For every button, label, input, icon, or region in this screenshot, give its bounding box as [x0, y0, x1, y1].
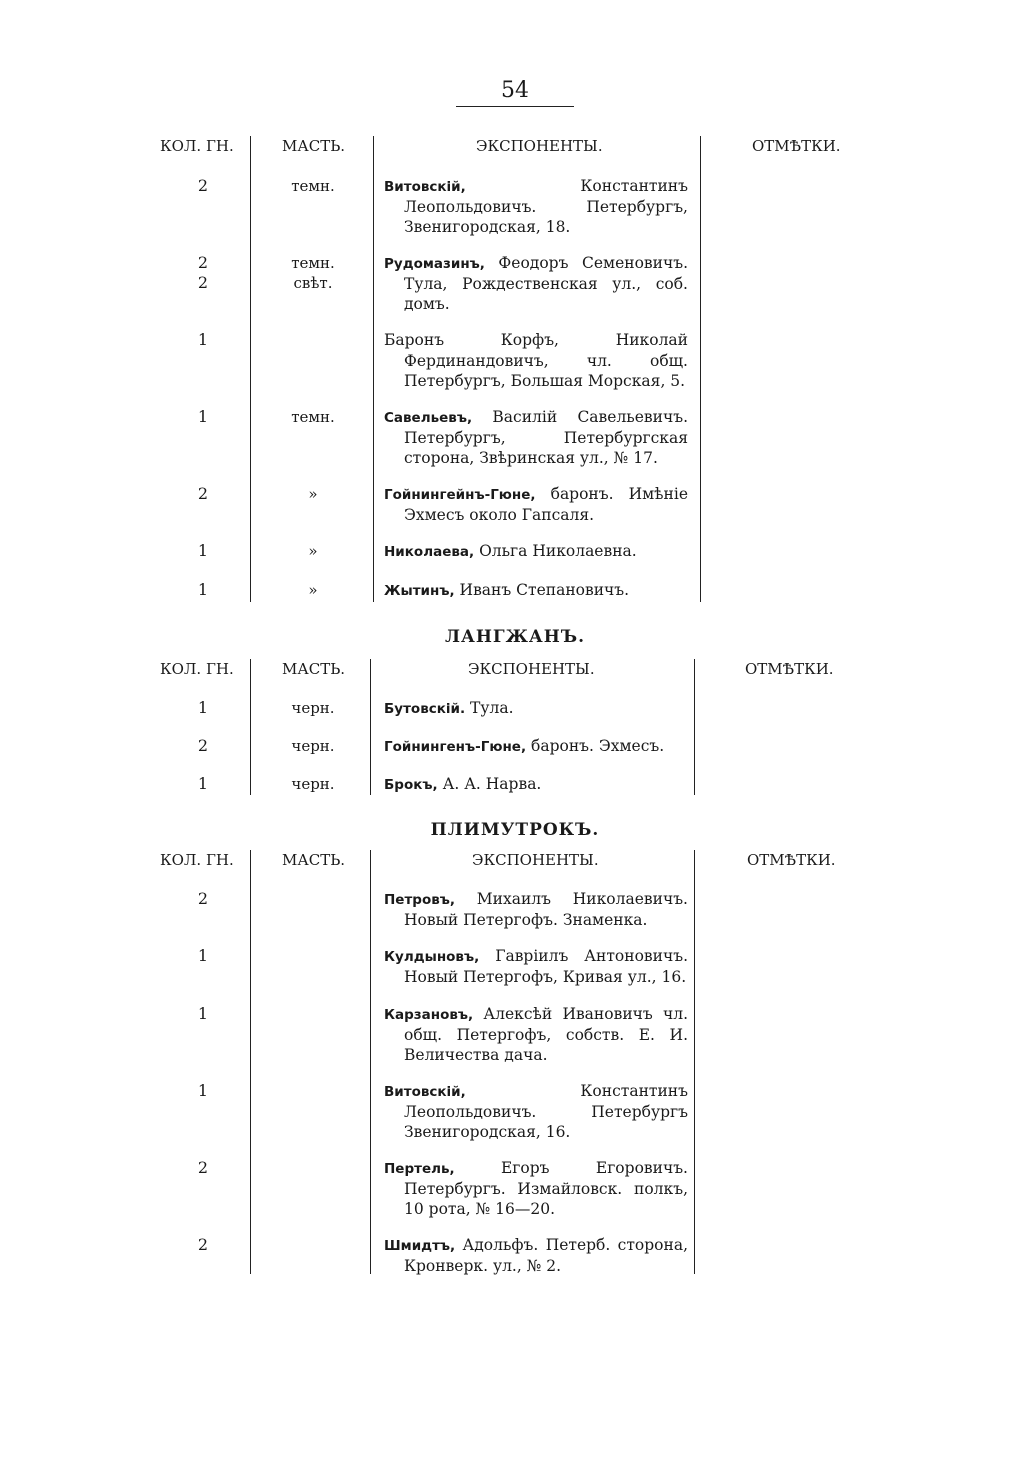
exhibitor-details: Адольфъ. Петерб. сторона, Кронверк. ул., № 2. — [404, 1236, 688, 1275]
exhibitor-name: Петровъ, — [384, 892, 456, 908]
header-count: КОЛ. ГН. — [160, 660, 234, 678]
exhibitor-name: Витовскій, — [384, 1084, 466, 1100]
exhibitor-name: Жытинъ, — [384, 583, 455, 599]
row-count — [170, 253, 236, 293]
row-count: 2 — [197, 484, 209, 503]
section-title-langshan: ЛАНГЖАНЪ. — [444, 627, 586, 647]
row-count: 1 — [197, 407, 209, 426]
exhibitor-details: Баронъ Корфъ, Николай Фердинандовичъ, чл. общ. Петербургъ, Большая Морская, 5. — [384, 331, 688, 390]
column-divider — [373, 136, 374, 602]
exhibitor-name: Кулдыновъ, — [384, 949, 480, 965]
header-color: МАСТЬ. — [282, 660, 346, 678]
row-exhibitor — [384, 580, 688, 601]
row-count: 1 — [197, 698, 209, 717]
exhibitor-name: Савельевъ, — [384, 410, 473, 426]
row-exhibitor — [384, 330, 688, 391]
column-divider — [370, 659, 371, 795]
row-exhibitor — [384, 1081, 688, 1142]
header-exhibitors: ЭКСПОНЕНТЫ. — [476, 137, 603, 155]
row-color: » — [308, 581, 318, 599]
row-exhibitor — [384, 541, 688, 562]
header-exhibitors: ЭКСПОНЕНТЫ. — [472, 851, 599, 869]
row-exhibitor — [384, 1004, 688, 1065]
row-count: 1 — [197, 580, 209, 599]
row-exhibitor — [384, 946, 688, 987]
column-divider — [370, 850, 371, 1274]
exhibitor-name: Гойнингенъ-Гюне, — [384, 739, 527, 755]
exhibitor-name: Брокъ, — [384, 777, 438, 793]
exhibitor-details: баронъ. Имѣніе Эхмесъ около Гапсаля. — [404, 485, 688, 524]
header-exhibitors: ЭКСПОНЕНТЫ. — [468, 660, 595, 678]
exhibitor-details: Василій Савельевичъ. Петербургъ, Петербургская сторона, Звѣринская ул., № 17. — [404, 408, 688, 467]
row-color-value: темн. свѣт. — [291, 254, 335, 292]
row-exhibitor — [384, 1158, 688, 1219]
exhibitor-name: Гойнингейнъ-Гюне, — [384, 487, 536, 503]
row-exhibitor — [384, 736, 688, 757]
exhibitor-details: Иванъ Степановичъ. — [454, 581, 630, 599]
column-divider — [250, 136, 251, 602]
header-notes: ОТМѢТКИ. — [747, 851, 836, 869]
exhibitor-details: баронъ. Эхмесъ. — [526, 737, 665, 755]
row-count: 2 — [197, 1158, 209, 1177]
page-number: 54 — [501, 78, 529, 103]
row-exhibitor — [384, 774, 688, 795]
row-color: » — [308, 542, 318, 560]
header-color: МАСТЬ. — [282, 137, 346, 155]
row-color: темн. — [291, 408, 335, 426]
row-exhibitor — [384, 407, 688, 468]
row-exhibitor — [384, 889, 688, 930]
row-count: 1 — [197, 946, 209, 965]
exhibitor-name: Бутовскій. — [384, 701, 466, 717]
column-divider — [694, 659, 695, 795]
exhibitor-details: Михаилъ Николаевичъ. Новый Петергофъ. Знаменка. — [404, 890, 688, 929]
row-count: 1 — [197, 541, 209, 560]
exhibitor-name: Николаева, — [384, 544, 475, 560]
header-notes: ОТМѢТКИ. — [752, 137, 841, 155]
exhibitor-name: Витовскій, — [384, 179, 466, 195]
exhibitor-details: А. А. Нарва. — [437, 775, 542, 793]
column-divider — [250, 850, 251, 1274]
page-number-rule — [456, 106, 574, 107]
exhibitor-details: Феодоръ Семеновичъ. Тула, Рождественская ул., соб. домъ. — [404, 254, 688, 313]
row-exhibitor — [384, 698, 688, 719]
row-exhibitor — [384, 253, 688, 314]
header-count: КОЛ. ГН. — [160, 137, 234, 155]
exhibitor-details: Алексѣй Ивановичъ чл. общ. Петергофъ, собств. Е. И. Величества дача. — [404, 1005, 688, 1064]
column-divider — [250, 659, 251, 795]
header-notes: ОТМѢТКИ. — [745, 660, 834, 678]
exhibitor-details: Гавріилъ Антоновичъ. Новый Петергофъ, Кривая ул., 16. — [404, 947, 688, 986]
row-exhibitor — [384, 484, 688, 525]
row-color: темн. — [291, 177, 335, 195]
row-count: 2 — [197, 889, 209, 908]
header-count: КОЛ. ГН. — [160, 851, 234, 869]
row-count: 1 — [197, 1081, 209, 1100]
exhibitor-name: Карзановъ, — [384, 1007, 474, 1023]
exhibitor-details: Константинъ Леопольдовичъ. Петербургъ Звенигородская, 16. — [404, 1082, 688, 1141]
row-count: 1 — [197, 330, 209, 349]
exhibitor-name: Шмидтъ, — [384, 1238, 456, 1254]
exhibitor-details: Ольга Николаевна. — [474, 542, 637, 560]
exhibitor-details: Егоръ Егоровичъ. Петербургъ. Измайловск. полкъ, 10 рота, № 16—20. — [404, 1159, 688, 1218]
row-color: черн. — [291, 775, 335, 793]
row-color: черн. — [291, 737, 335, 755]
row-color: черн. — [291, 699, 335, 717]
row-color — [266, 253, 360, 293]
row-count-value: 2 2 — [197, 253, 209, 292]
exhibitor-details: Тула. — [465, 699, 514, 717]
exhibitor-name: Пертель, — [384, 1161, 455, 1177]
section-title-plymouthrock: ПЛИМУТРОКЪ. — [430, 820, 600, 840]
exhibitor-details: Константинъ Леопольдовичъ. Петербургъ, Звенигородская, 18. — [404, 177, 688, 236]
row-exhibitor — [384, 176, 688, 237]
column-divider — [694, 850, 695, 1274]
column-divider — [700, 136, 701, 602]
row-count: 1 — [197, 1004, 209, 1023]
row-count: 1 — [197, 774, 209, 793]
exhibitor-name: Рудомазинъ, — [384, 256, 485, 272]
row-color: » — [308, 485, 318, 503]
row-count: 2 — [197, 736, 209, 755]
row-exhibitor — [384, 1235, 688, 1276]
header-color: МАСТЬ. — [282, 851, 346, 869]
row-count: 2 — [197, 1235, 209, 1254]
row-count: 2 — [197, 176, 209, 195]
